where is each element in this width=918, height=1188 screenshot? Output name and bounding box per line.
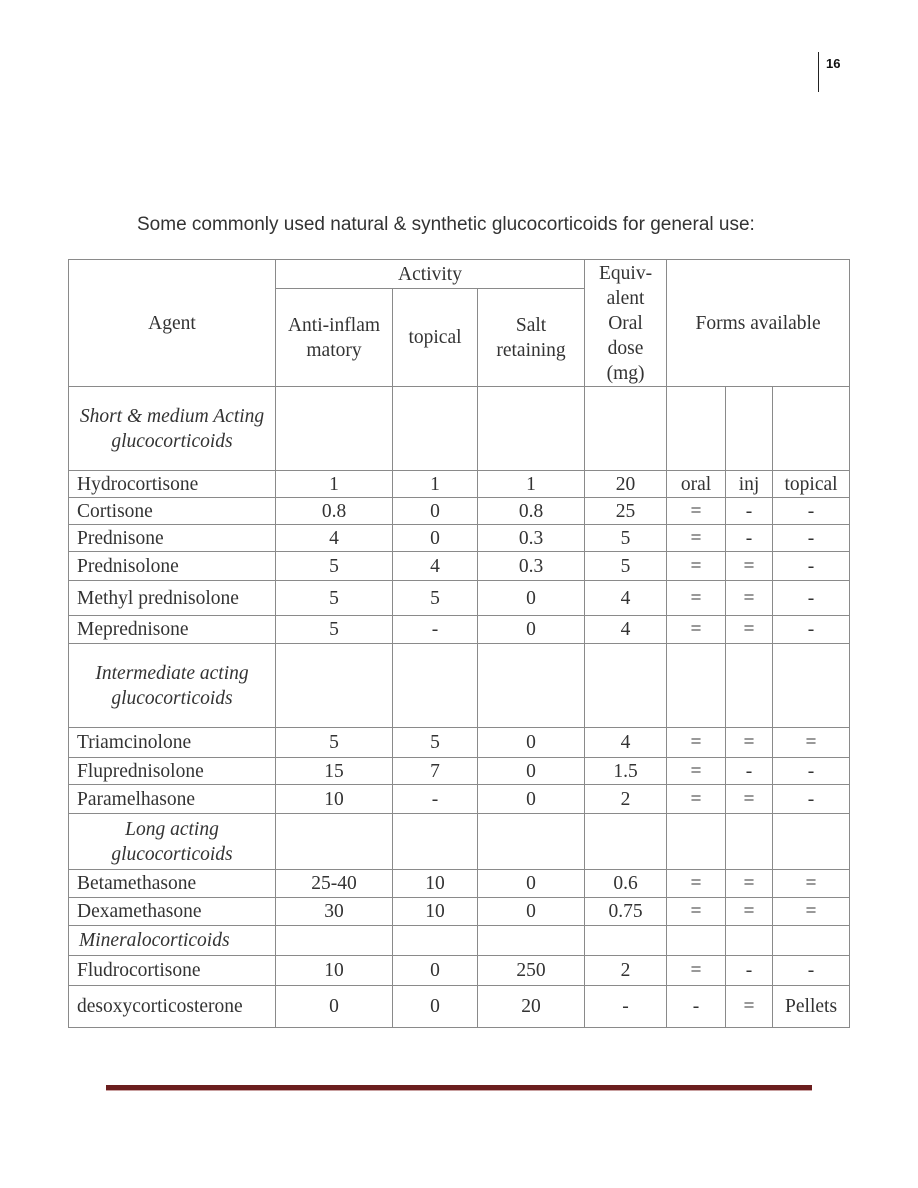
anti-inflammatory-value: 5 xyxy=(276,616,393,644)
form-oral: = xyxy=(667,498,726,525)
salt-retaining-value: 0 xyxy=(478,758,585,785)
form-inj: inj xyxy=(726,471,773,498)
agent-name: Prednisone xyxy=(69,525,276,552)
anti-inflammatory-value: 25-40 xyxy=(276,870,393,898)
oral-dose-value: 25 xyxy=(585,498,667,525)
form-oral: oral xyxy=(667,471,726,498)
form-inj: - xyxy=(726,498,773,525)
form-inj: - xyxy=(726,956,773,986)
table-row xyxy=(69,870,850,898)
table-row xyxy=(69,498,850,525)
header-equivalent-dose: Equiv-alent Oral dose (mg) xyxy=(585,260,667,387)
table-row xyxy=(69,986,850,1028)
salt-retaining-value: 0 xyxy=(478,870,585,898)
oral-dose-value: 0.6 xyxy=(585,870,667,898)
form-topical: = xyxy=(773,870,850,898)
form-topical: - xyxy=(773,552,850,581)
topical-value: - xyxy=(393,785,478,814)
footer-rule xyxy=(106,1085,812,1091)
header-agent: Agent xyxy=(69,260,276,387)
anti-inflammatory-value: 0 xyxy=(276,986,393,1028)
form-inj: - xyxy=(726,525,773,552)
salt-retaining-value: 1 xyxy=(478,471,585,498)
form-topical: - xyxy=(773,581,850,616)
header-salt-retaining: Salt retaining xyxy=(478,289,585,387)
agent-name: Dexamethasone xyxy=(69,898,276,926)
anti-inflammatory-value: 5 xyxy=(276,728,393,758)
agent-name: Betamethasone xyxy=(69,870,276,898)
header-anti-inflammatory: Anti-inflammatory xyxy=(276,289,393,387)
form-topical: = xyxy=(773,728,850,758)
form-topical: - xyxy=(773,785,850,814)
salt-retaining-value: 0.8 xyxy=(478,498,585,525)
section-short-medium: Short & medium Acting glucocorticoids xyxy=(69,387,276,471)
form-topical: Pellets xyxy=(773,986,850,1028)
topical-value: 5 xyxy=(393,581,478,616)
topical-value: 0 xyxy=(393,498,478,525)
oral-dose-value: 2 xyxy=(585,956,667,986)
oral-dose-value: 4 xyxy=(585,728,667,758)
oral-dose-value: 20 xyxy=(585,471,667,498)
form-topical: - xyxy=(773,758,850,785)
form-inj: = xyxy=(726,785,773,814)
section-row xyxy=(69,926,850,956)
topical-value: 0 xyxy=(393,986,478,1028)
topical-value: 0 xyxy=(393,525,478,552)
section-intermediate: Intermediate acting glucocorticoids xyxy=(69,644,276,728)
form-inj: - xyxy=(726,758,773,785)
page-number: 16 xyxy=(826,56,841,71)
topical-value: - xyxy=(393,616,478,644)
oral-dose-value: 5 xyxy=(585,552,667,581)
table-row xyxy=(69,552,850,581)
table-row xyxy=(69,616,850,644)
agent-name: Meprednisone xyxy=(69,616,276,644)
anti-inflammatory-value: 5 xyxy=(276,552,393,581)
glucocorticoids-table xyxy=(68,259,850,1028)
table-row xyxy=(69,785,850,814)
oral-dose-value: 2 xyxy=(585,785,667,814)
table-row xyxy=(69,581,850,616)
form-oral: = xyxy=(667,956,726,986)
form-oral: = xyxy=(667,581,726,616)
agent-name: Fludrocortisone xyxy=(69,956,276,986)
page-number-container xyxy=(818,52,840,92)
form-topical: - xyxy=(773,525,850,552)
table-row xyxy=(69,728,850,758)
anti-inflammatory-value: 30 xyxy=(276,898,393,926)
section-long-acting: Long acting glucocorticoids xyxy=(69,814,276,870)
topical-value: 1 xyxy=(393,471,478,498)
salt-retaining-value: 20 xyxy=(478,986,585,1028)
form-oral: = xyxy=(667,758,726,785)
salt-retaining-value: 0 xyxy=(478,616,585,644)
form-topical: - xyxy=(773,498,850,525)
anti-inflammatory-value: 15 xyxy=(276,758,393,785)
form-inj: = xyxy=(726,552,773,581)
form-inj: = xyxy=(726,898,773,926)
table-row xyxy=(69,758,850,785)
salt-retaining-value: 0.3 xyxy=(478,552,585,581)
section-row xyxy=(69,387,850,471)
form-inj: = xyxy=(726,870,773,898)
form-oral: = xyxy=(667,870,726,898)
form-inj: = xyxy=(726,581,773,616)
agent-name: Methyl prednisolone xyxy=(69,581,276,616)
agent-name: Prednisolone xyxy=(69,552,276,581)
agent-name: Paramelhasone xyxy=(69,785,276,814)
agent-name: Hydrocortisone xyxy=(69,471,276,498)
form-topical: topical xyxy=(773,471,850,498)
anti-inflammatory-value: 5 xyxy=(276,581,393,616)
topical-value: 10 xyxy=(393,870,478,898)
agent-name: Triamcinolone xyxy=(69,728,276,758)
anti-inflammatory-value: 10 xyxy=(276,785,393,814)
table-row xyxy=(69,956,850,986)
topical-value: 0 xyxy=(393,956,478,986)
anti-inflammatory-value: 0.8 xyxy=(276,498,393,525)
agent-name: desoxycorticosterone xyxy=(69,986,276,1028)
form-oral: = xyxy=(667,552,726,581)
oral-dose-value: 1.5 xyxy=(585,758,667,785)
form-oral: = xyxy=(667,898,726,926)
table-row xyxy=(69,898,850,926)
form-oral: = xyxy=(667,616,726,644)
agent-name: Fluprednisolone xyxy=(69,758,276,785)
header-topical: topical xyxy=(393,289,478,387)
anti-inflammatory-value: 10 xyxy=(276,956,393,986)
topical-value: 7 xyxy=(393,758,478,785)
anti-inflammatory-value: 4 xyxy=(276,525,393,552)
form-topical: - xyxy=(773,616,850,644)
topical-value: 4 xyxy=(393,552,478,581)
salt-retaining-value: 250 xyxy=(478,956,585,986)
header-activity: Activity xyxy=(276,260,585,289)
table-row xyxy=(69,471,850,498)
form-oral: = xyxy=(667,728,726,758)
salt-retaining-value: 0.3 xyxy=(478,525,585,552)
section-row xyxy=(69,814,850,870)
table-row xyxy=(69,525,850,552)
form-inj: = xyxy=(726,986,773,1028)
form-inj: = xyxy=(726,616,773,644)
form-oral: = xyxy=(667,785,726,814)
salt-retaining-value: 0 xyxy=(478,728,585,758)
form-inj: = xyxy=(726,728,773,758)
oral-dose-value: 0.75 xyxy=(585,898,667,926)
salt-retaining-value: 0 xyxy=(478,898,585,926)
oral-dose-value: 4 xyxy=(585,616,667,644)
anti-inflammatory-value: 1 xyxy=(276,471,393,498)
table-caption: Some commonly used natural & synthetic glucocorticoids for general use: xyxy=(137,214,755,235)
oral-dose-value: - xyxy=(585,986,667,1028)
topical-value: 10 xyxy=(393,898,478,926)
form-topical: - xyxy=(773,956,850,986)
section-row xyxy=(69,644,850,728)
oral-dose-value: 4 xyxy=(585,581,667,616)
form-oral: - xyxy=(667,986,726,1028)
agent-name: Cortisone xyxy=(69,498,276,525)
topical-value: 5 xyxy=(393,728,478,758)
salt-retaining-value: 0 xyxy=(478,785,585,814)
oral-dose-value: 5 xyxy=(585,525,667,552)
header-forms-available: Forms available xyxy=(667,260,850,387)
form-oral: = xyxy=(667,525,726,552)
form-topical: = xyxy=(773,898,850,926)
salt-retaining-value: 0 xyxy=(478,581,585,616)
section-mineralocorticoids: Mineralocorticoids xyxy=(69,926,276,956)
